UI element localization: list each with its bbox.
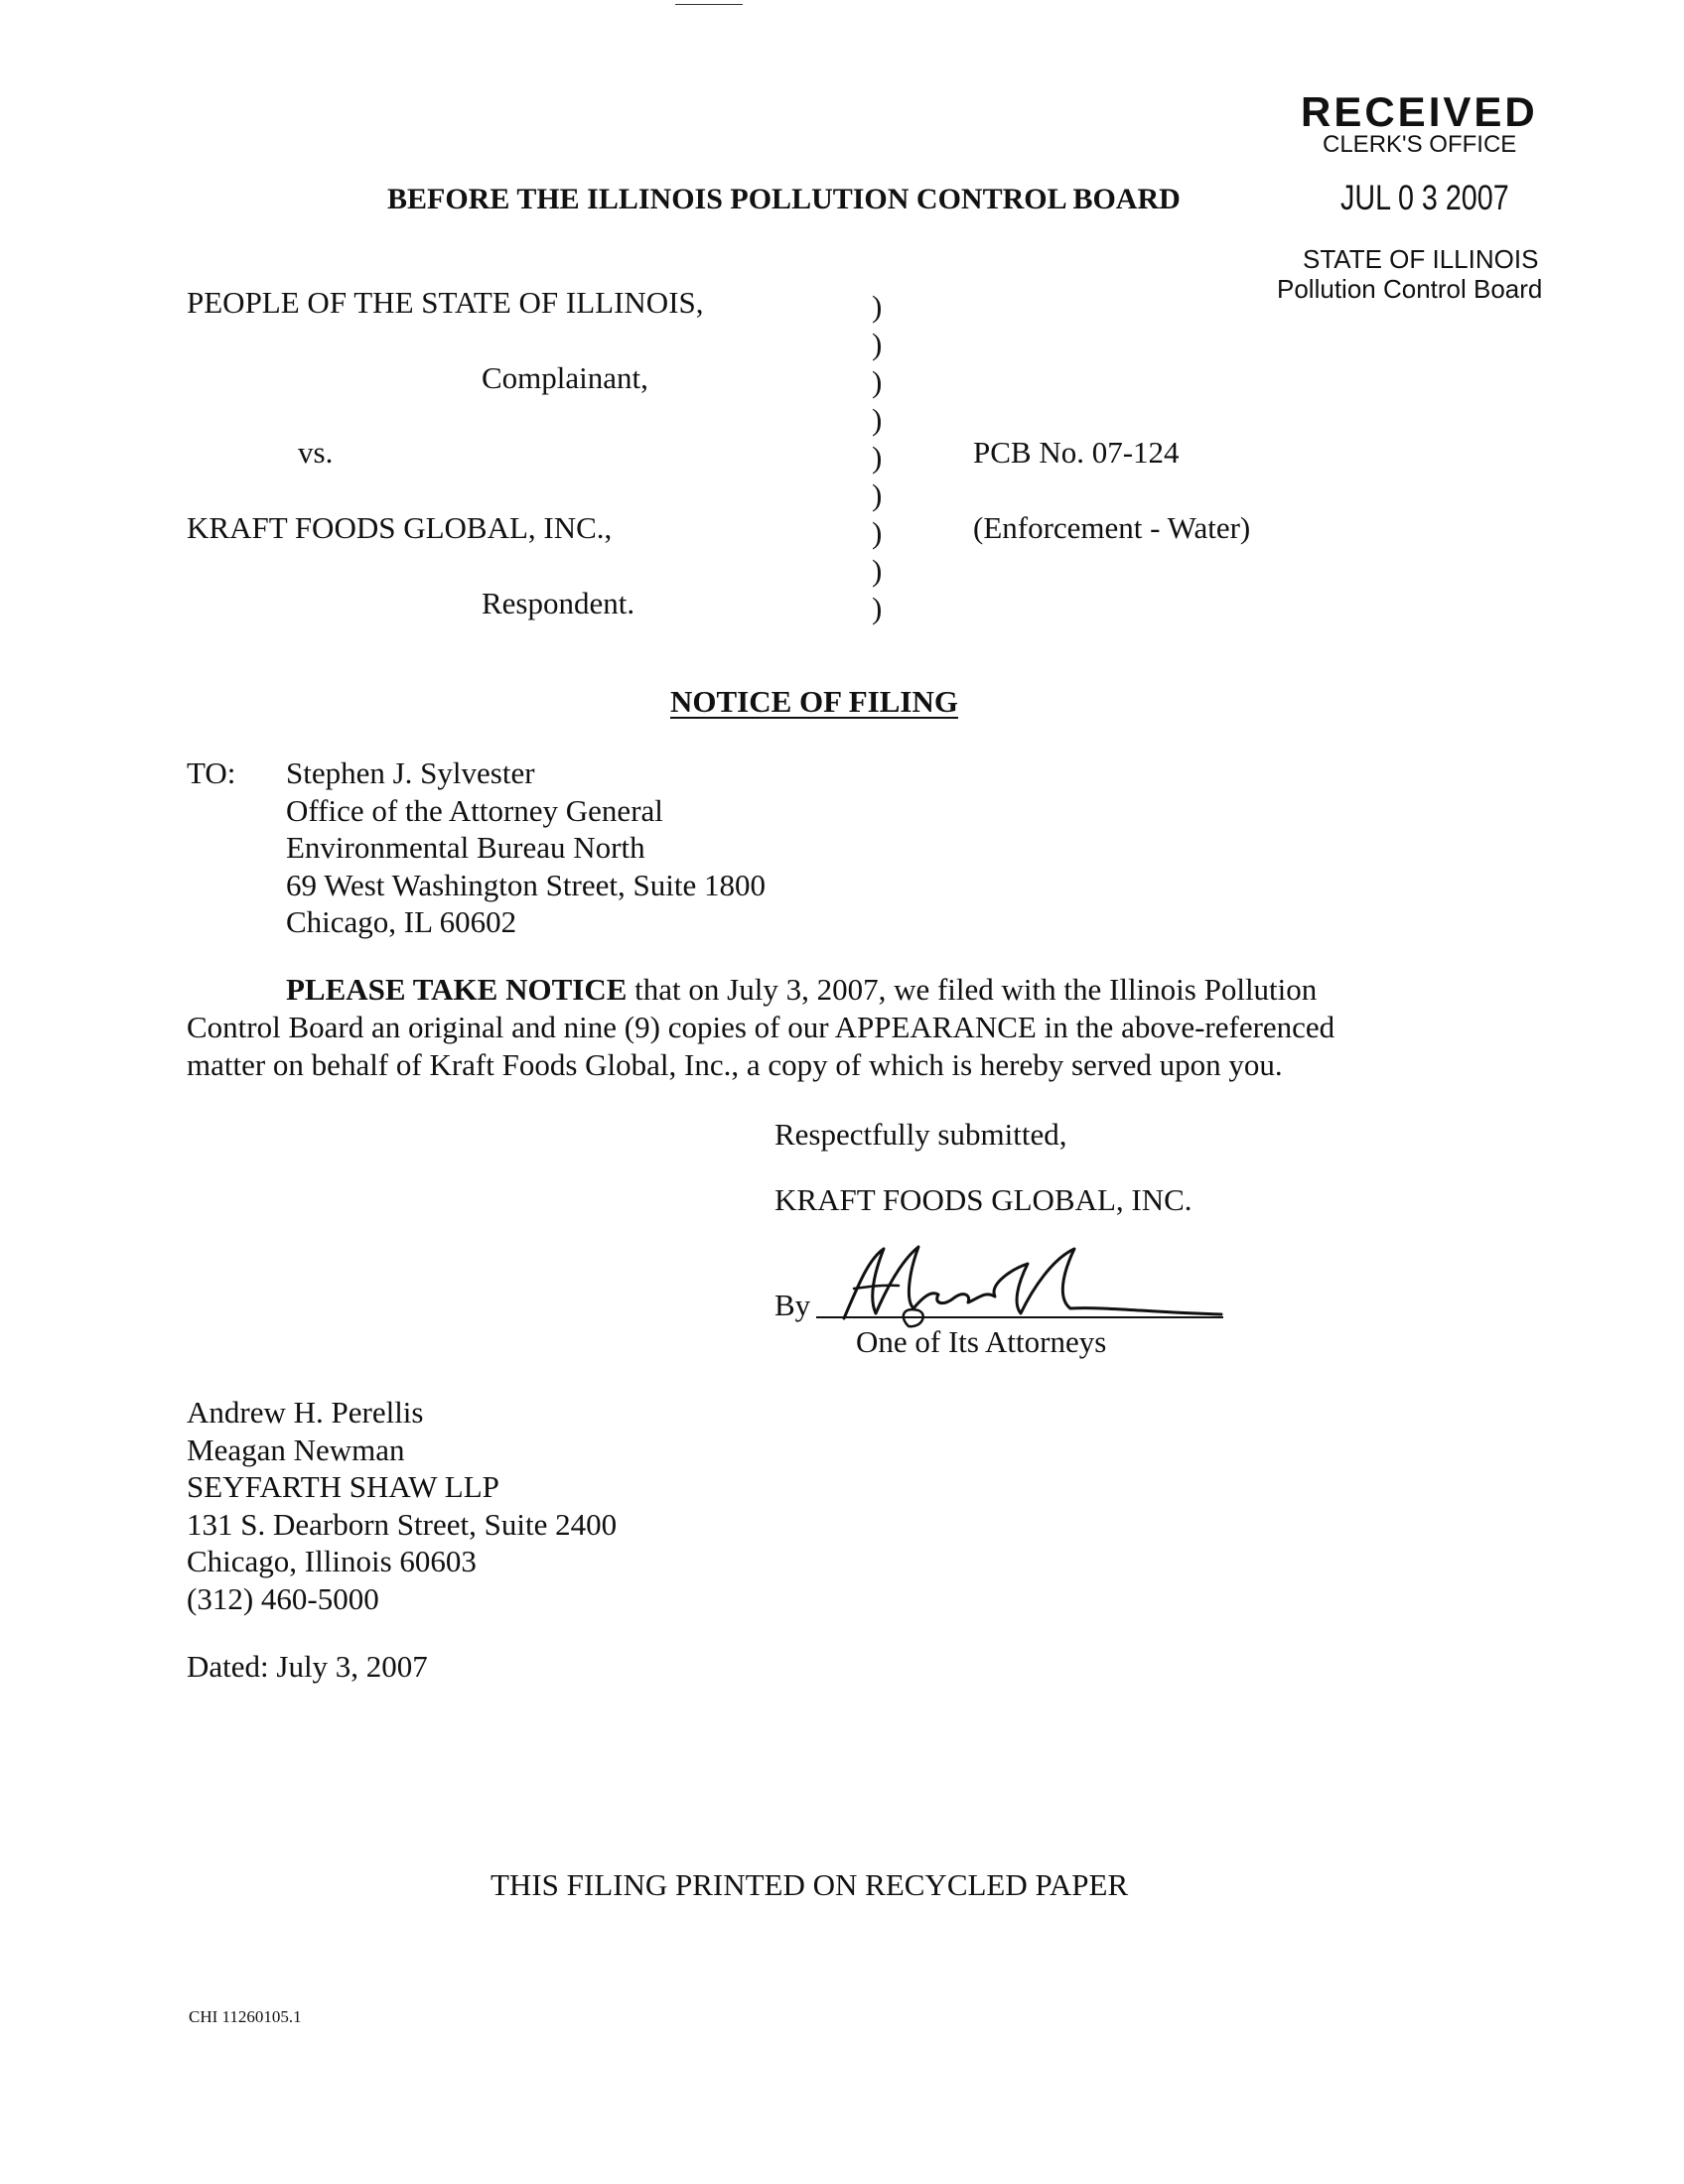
stamp-state: STATE OF ILLINOIS (1303, 244, 1539, 274)
complainant-name: PEOPLE OF THE STATE OF ILLINOIS, (187, 285, 704, 320)
scan-artifact (675, 4, 743, 5)
counsel-line: Chicago, Illinois 60603 (187, 1544, 477, 1578)
attorney-label: One of Its Attorneys (856, 1324, 1107, 1359)
case-number: PCB No. 07-124 (973, 435, 1180, 470)
addressee-line: Environmental Bureau North (286, 830, 645, 865)
paren: ) (872, 289, 883, 324)
paren: ) (872, 515, 883, 550)
counsel-block (187, 1394, 617, 1617)
addressee-line: Stephen J. Sylvester (286, 755, 535, 790)
addressee-line: Chicago, IL 60602 (286, 904, 517, 939)
handwritten-signature (814, 1229, 1231, 1338)
counsel-line: SEYFARTH SHAW LLP (187, 1469, 499, 1504)
paren: ) (872, 364, 883, 399)
caption-parens (872, 288, 882, 627)
addressee-line: 69 West Washington Street, Suite 1800 (286, 867, 766, 902)
notice-body-line-3: matter on behalf of Kraft Foods Global, Inc., a copy of which is hereby served upon you. (187, 1047, 1283, 1082)
notice-body-line-2: Control Board an original and nine (9) copies of our APPEARANCE in the above-referenced (187, 1010, 1335, 1044)
paren: ) (872, 553, 883, 588)
paren: ) (872, 440, 883, 475)
stamp-clerks-office: CLERK'S OFFICE (1323, 131, 1517, 158)
respondent-name: KRAFT FOODS GLOBAL, INC., (187, 510, 613, 545)
addressee-block (286, 754, 766, 941)
counsel-line: (312) 460-5000 (187, 1580, 379, 1616)
paren: ) (872, 478, 883, 512)
party-name: KRAFT FOODS GLOBAL, INC. (774, 1182, 1193, 1217)
notice-body-line-1 (286, 971, 1317, 1008)
versus-label: vs. (298, 435, 334, 470)
page-title: BEFORE THE ILLINOIS POLLUTION CONTROL BOARD (387, 183, 1181, 215)
closing: Respectfully submitted, (774, 1117, 1067, 1152)
to-label: TO: (187, 755, 236, 790)
stamp-date: JUL 0 3 2007 (1340, 179, 1509, 217)
notice-heading: NOTICE OF FILING (670, 684, 958, 719)
counsel-line: 131 S. Dearborn Street, Suite 2400 (187, 1506, 618, 1542)
stamp-board: Pollution Control Board (1277, 274, 1543, 304)
counsel-line: Andrew H. Perellis (187, 1395, 424, 1430)
addressee-line: Office of the Attorney General (286, 792, 663, 828)
recycled-notice: THIS FILING PRINTED ON RECYCLED PAPER (491, 1867, 1129, 1902)
complainant-role: Complainant, (482, 360, 648, 395)
respondent-role: Respondent. (482, 586, 635, 620)
notice-body-bold: PLEASE TAKE NOTICE (286, 972, 628, 1007)
paren: ) (872, 591, 883, 625)
by-label: By (774, 1288, 811, 1322)
dated-line: Dated: July 3, 2007 (187, 1649, 428, 1684)
paren: ) (872, 327, 883, 361)
case-type: (Enforcement - Water) (973, 510, 1251, 545)
counsel-line: Meagan Newman (187, 1432, 405, 1467)
stamp-received: RECEIVED (1301, 88, 1538, 135)
paren: ) (872, 402, 883, 437)
document-id: CHI 11260105.1 (189, 2007, 302, 2026)
notice-body-text: that on July 3, 2007, we filed with the Illinois Pollution (627, 972, 1318, 1007)
